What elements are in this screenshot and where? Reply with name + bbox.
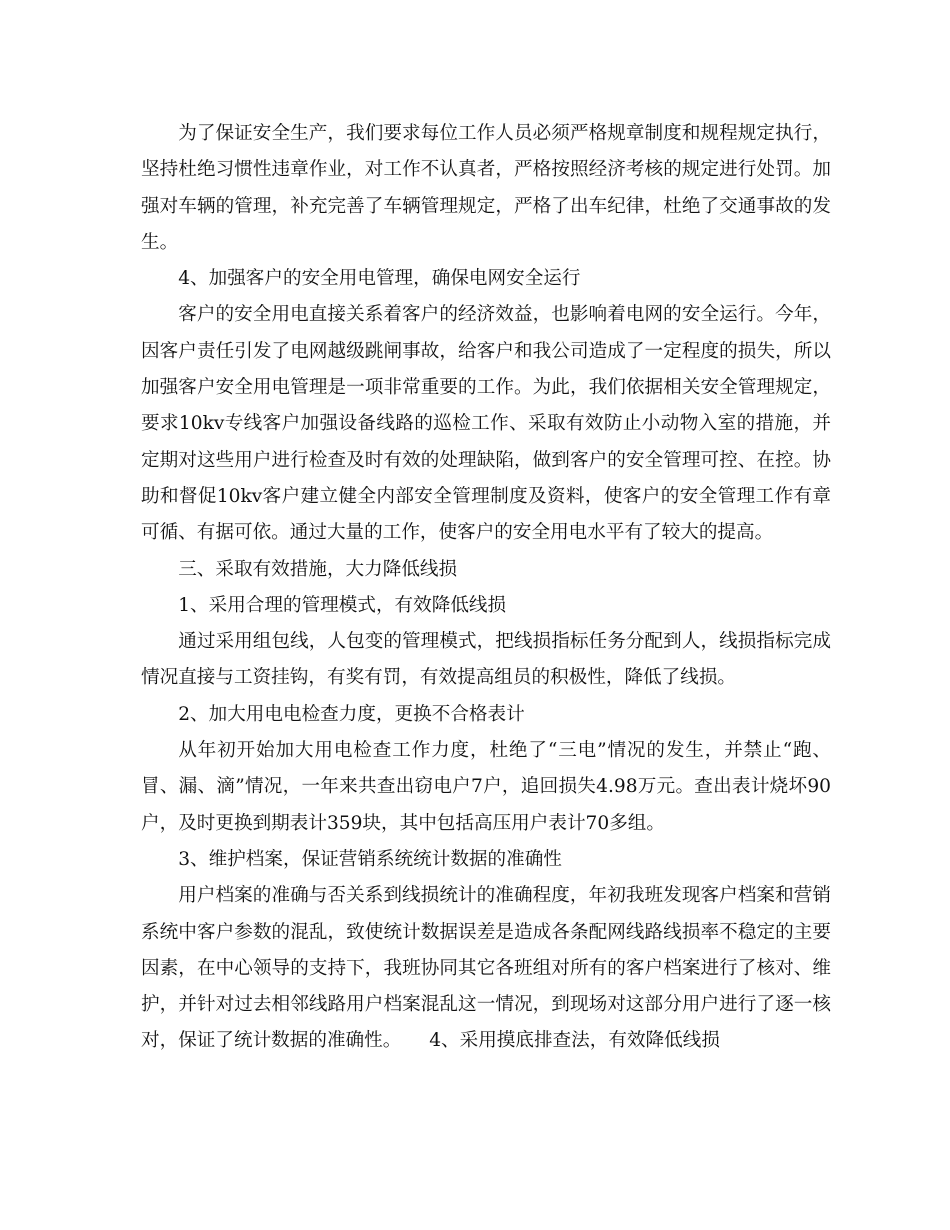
paragraph-safety-production: 为了保证安全生产，我们要求每位工作人员必须严格规章制度和规程规定执行，坚持杜绝习惯性违章作业，对工作不认真者，严格按照经济考核的规定进行处罚。加强对车辆的管理，补充完善了车辆管理规定，严格了出车纪律，杜绝了交通事故的发生。 xyxy=(141,123,831,253)
paragraph-archives: 用户档案的准确与否关系到线损统计的准确程度，年初我班发现客户档案和营销系统中客户参数的混乱，致使统计数据误差是造成各条配网线路线损率不稳定的主要因素，在中心领导的支持下，我班协同其它各班组对所有的客户档案进行了核对、维护，并针对过去相邻线路用户档案混乱这一情况，到现场对这部分用户进行了逐一核对，保证了统计数据的准确性。 4、采用摸底排查法，有效降低线损 xyxy=(141,885,831,1052)
document-body xyxy=(141,116,831,1060)
heading-inspection: 2、加大用电电检查力度，更换不合格表计 xyxy=(178,703,525,725)
paragraph-management-mode: 通过采用组包线，人包变的管理模式，把线损指标任务分配到人，线损指标完成情况直接与工资挂钩，有奖有罚，有效提高组员的积极性，降低了线损。 xyxy=(141,631,831,689)
heading-management-mode: 1、采用合理的管理模式，有效降低线损 xyxy=(178,594,507,616)
heading-reduce-line-loss: 三、采取有效措施，大力降低线损 xyxy=(178,558,458,580)
paragraph-customer-safety: 客户的安全用电直接关系着客户的经济效益，也影响着电网的安全运行。今年，因客户责任引发了电网越级跳闸事故，给客户和我公司造成了一定程度的损失，所以加强客户安全用电管理是一项非常重要的工作。为此，我们依据相关安全管理规定，要求10kv专线客户加强设备线路的巡检工作、采取有效防止小动物入室的措施，并定期对这些用户进行检查及时有效的处理缺陷，做到客户的安全管理可控、在控。协助和督促10kv客户建立健全内部安全管理制度及资料，使客户的安全管理工作有章可循、有据可依。通过大量的工作，使客户的安全用电水平有了较大的提高。 xyxy=(141,304,831,544)
heading-archives: 3、维护档案，保证营销系统统计数据的准确性 xyxy=(178,848,562,870)
heading-customer-safety: 4、加强客户的安全用电管理，确保电网安全运行 xyxy=(178,268,581,290)
paragraph-inspection: 从年初开始加大用电检查工作力度，杜绝了“三电”情况的发生，并禁止“跑、冒、漏、滴”情况，一年来共查出窃电户7户，追回损失4.98万元。查出表计烧坏90户，及时更换到期表计359块，其中包括高压用户表计70多组。 xyxy=(141,740,831,834)
